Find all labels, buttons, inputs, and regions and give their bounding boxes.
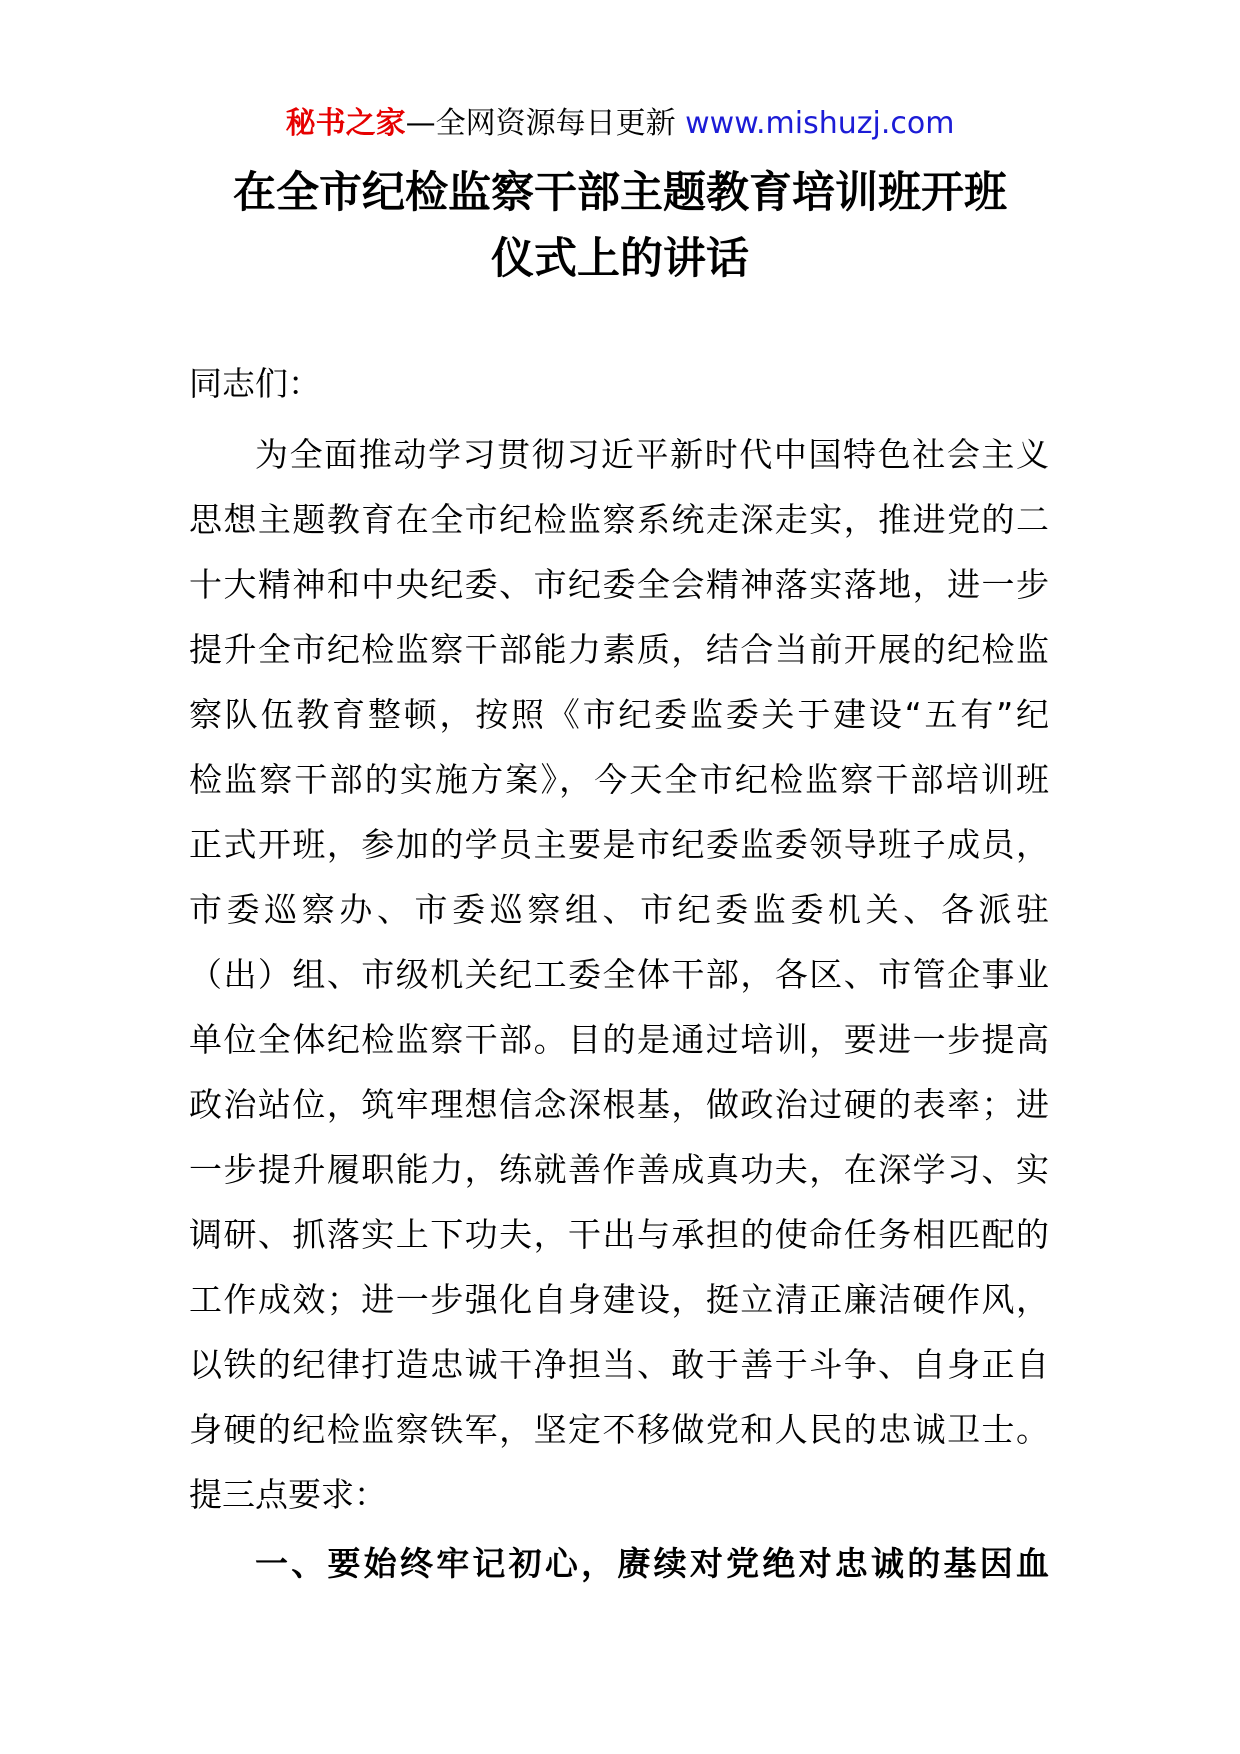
paragraph-line: 工作成效；进一步强化自身建设，挺立清正廉洁硬作风，	[189, 1280, 1049, 1319]
paragraph-line: 市委巡察办、市委巡察组、市纪委监委机关、各派驻	[189, 890, 1049, 929]
paragraph-line: 以铁的纪律打造忠诚干净担当、敢于善于斗争、自身正自	[189, 1345, 1049, 1384]
paragraph-line: 一步提升履职能力，练就善作善成真功夫，在深学习、实	[189, 1150, 1049, 1189]
paragraph-line: 调研、抓落实上下功夫，干出与承担的使命任务相匹配的	[189, 1215, 1049, 1254]
body-paragraph	[189, 422, 1049, 1527]
paragraph-line: 提升全市纪检监察干部能力素质，结合当前开展的纪检监	[189, 630, 1049, 669]
title-line-2: 仪式上的讲话	[491, 234, 749, 284]
paragraph-line: 察队伍教育整顿，按照《市纪委监委关于建设“五有”纪	[189, 695, 1049, 734]
salutation: 同志们：	[189, 364, 321, 403]
brand-name: 秘书之家	[285, 106, 406, 141]
document-title	[150, 160, 1090, 292]
paragraph-line: 思想主题教育在全市纪检监察系统走深走实，推进党的二	[189, 500, 1049, 539]
paragraph-line: 正式开班，参加的学员主要是市纪委监委领导班子成员，	[189, 825, 1049, 864]
paragraph-line: 十大精神和中央纪委、市纪委全会精神落实落地，进一步	[189, 565, 1049, 604]
banner-slogan: —全网资源每日更新	[405, 106, 686, 141]
paragraph-line: 为全面推动学习贯彻习近平新时代中国特色社会主义	[255, 435, 1049, 474]
paragraph-line: 政治站位，筑牢理想信念深根基，做政治过硬的表率；进	[189, 1085, 1049, 1124]
section-heading: 一、要始终牢记初心，赓续对党绝对忠诚的基因血	[255, 1544, 1049, 1583]
title-line-1: 在全市纪检监察干部主题教育培训班开班	[233, 168, 1007, 218]
paragraph-line: 提三点要求：	[189, 1475, 387, 1514]
paragraph-line: 单位全体纪检监察干部。目的是通过培训，要进一步提高	[189, 1020, 1049, 1059]
paragraph-line: （出）组、市级机关纪工委全体干部，各区、市管企事业	[189, 955, 1049, 994]
website-link[interactable]: www.mishuzj.com	[685, 106, 955, 141]
paragraph-line: 检监察干部的实施方案》，今天全市纪检监察干部培训班	[189, 760, 1049, 799]
header-banner	[0, 102, 1240, 146]
paragraph-line: 身硬的纪检监察铁军，坚定不移做党和人民的忠诚卫士。	[189, 1410, 1049, 1449]
